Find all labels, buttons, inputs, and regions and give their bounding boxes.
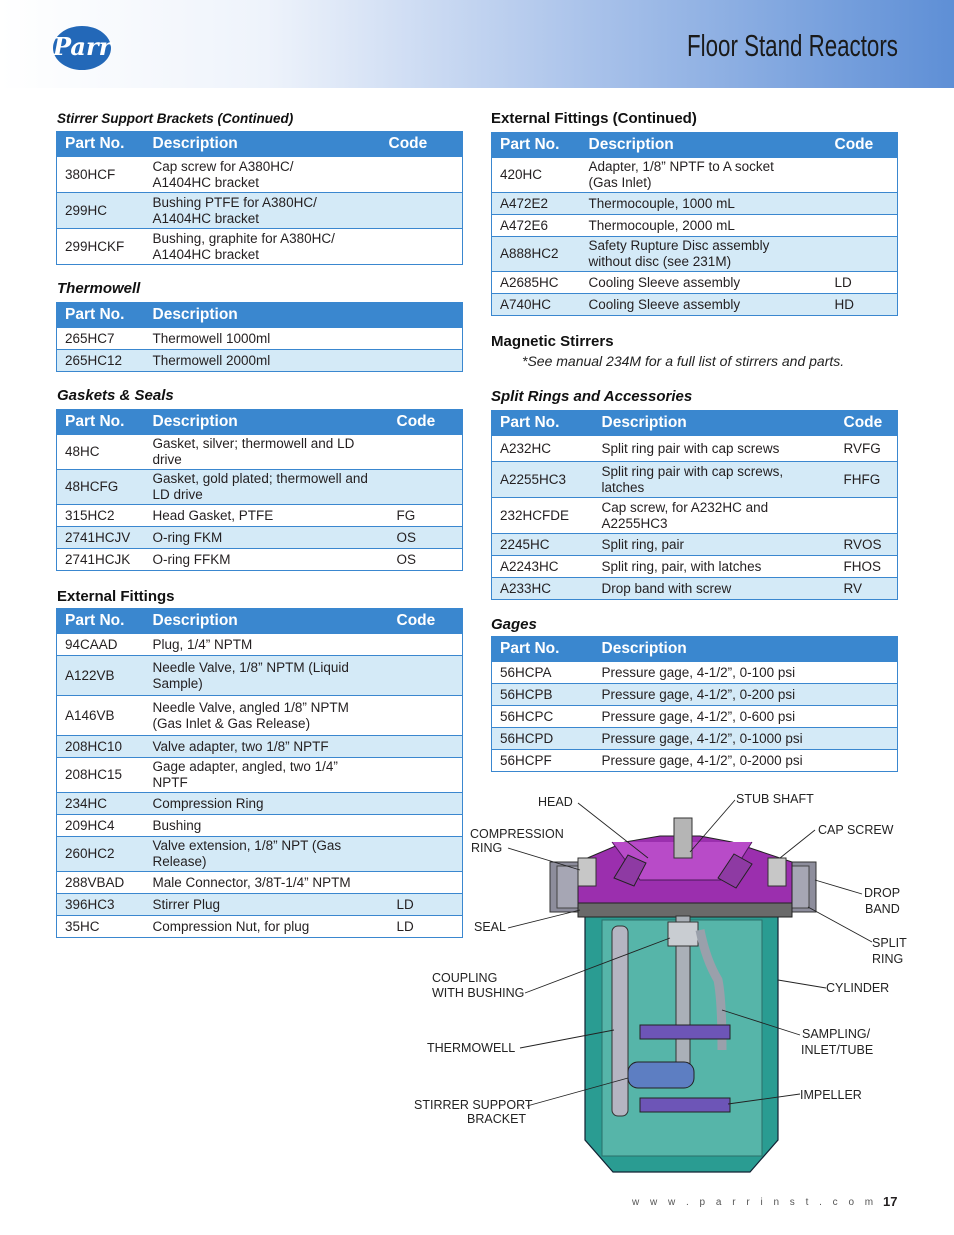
description-line: Valve adapter, two 1/8” NPTF xyxy=(152,738,329,754)
description-line: Adapter, 1/8” NPTF to A socket xyxy=(588,159,774,174)
magnetic-note: *See manual 234M for a full list of stirrers and parts. xyxy=(522,353,845,369)
label-impeller: IMPELLER xyxy=(800,1088,862,1102)
part-number-cell: A232HC xyxy=(492,436,594,462)
description-line: Bushing, graphite for A380HC/ xyxy=(152,230,335,246)
description-line: (Gas Inlet & Gas Release) xyxy=(152,715,311,731)
col-desc: Description xyxy=(594,411,836,436)
label-seal: SEAL xyxy=(474,920,506,934)
description-line: Needle Valve, 1/8” NPTM (Liquid xyxy=(152,659,349,675)
code-cell: OS xyxy=(389,527,463,549)
description-line: Split ring, pair xyxy=(601,536,685,552)
code-cell: FHOS xyxy=(836,556,898,578)
col-part: Part No. xyxy=(492,637,594,662)
code-cell: FHFG xyxy=(836,462,898,498)
cap-screw-left xyxy=(578,858,596,886)
description-line: Thermocouple, 1000 mL xyxy=(588,195,735,211)
label-coupling-2: WITH BUSHING xyxy=(432,986,525,1000)
col-part: Part No. xyxy=(57,132,145,157)
description-line: Cap screw for A380HC/ xyxy=(152,158,294,174)
part-number-cell: A233HC xyxy=(492,578,594,600)
part-number-cell: 299HC xyxy=(57,193,145,229)
label-cap-screw: CAP SCREW xyxy=(818,823,894,837)
description-line: Cooling Sleeve assembly xyxy=(588,296,741,312)
part-number-cell: A740HC xyxy=(492,294,581,316)
part-number-cell: 56HCPA xyxy=(492,662,594,684)
col-part: Part No. xyxy=(492,133,581,158)
label-compression-ring-2: RING xyxy=(471,841,503,855)
col-code: Code xyxy=(389,410,463,435)
description-line: Stirrer Plug xyxy=(152,896,221,912)
description-line: Sample) xyxy=(152,675,203,691)
section-title-external: External Fittings xyxy=(57,588,175,605)
part-number-cell: 380HCF xyxy=(57,157,145,193)
part-number-cell: A2243HC xyxy=(492,556,594,578)
description-line: Gasket, silver; thermowell and LD xyxy=(152,436,355,451)
part-number-cell: 234HC xyxy=(57,793,145,815)
part-number-cell: 265HC12 xyxy=(57,350,145,372)
description-line: without disc (see 231M) xyxy=(588,254,732,269)
description-line: Head Gasket, PTFE xyxy=(152,507,274,523)
col-desc: Description xyxy=(594,637,854,662)
col-code: Code xyxy=(389,609,463,634)
part-number-cell: 94CAAD xyxy=(57,634,145,656)
description-line: Pressure gage, 4-1/2”, 0-2000 psi xyxy=(601,752,803,768)
label-compression-ring-1: COMPRESSION xyxy=(470,827,564,841)
part-number-cell: A122VB xyxy=(57,656,145,696)
stub-shaft xyxy=(674,818,692,858)
part-number-cell: 56HCPF xyxy=(492,750,594,772)
section-title-stirrer-support: Stirrer Support Brackets (Continued) xyxy=(57,111,294,126)
description-line: drive xyxy=(152,452,182,467)
label-stirrer-bracket-2: BRACKET xyxy=(467,1112,527,1126)
section-title-thermowell: Thermowell xyxy=(57,280,141,297)
label-coupling-1: COUPLING xyxy=(432,971,498,985)
part-number-cell: 35HC xyxy=(57,916,145,938)
part-number-cell: 420HC xyxy=(492,158,581,193)
page-number: 17 xyxy=(883,1194,898,1209)
part-number-cell: 2245HC xyxy=(492,534,594,556)
label-head: HEAD xyxy=(538,795,573,809)
label-sampling-2: INLET/TUBE xyxy=(801,1043,874,1057)
part-number-cell: A888HC2 xyxy=(492,237,581,272)
description-line: Cap screw, for A232HC and xyxy=(601,499,769,515)
label-drop-band-2: BAND xyxy=(865,902,900,916)
part-number-cell: 48HCFG xyxy=(57,470,145,505)
code-cell: RVFG xyxy=(836,436,898,462)
code-cell: LD xyxy=(389,894,463,916)
part-number-cell: 299HCKF xyxy=(57,229,145,265)
section-title-magnetic: Magnetic Stirrers xyxy=(491,333,614,350)
col-part: Part No. xyxy=(492,411,594,436)
code-cell: RVOS xyxy=(836,534,898,556)
label-split-ring-2: RING xyxy=(872,952,904,966)
part-number-cell: 260HC2 xyxy=(57,837,145,872)
part-number-cell: 396HC3 xyxy=(57,894,145,916)
col-code: Code xyxy=(827,133,898,158)
part-number-cell: 2741HCJK xyxy=(57,549,145,571)
col-part: Part No. xyxy=(57,609,145,634)
description-line: Thermowell 1000ml xyxy=(152,330,271,346)
description-line: Release) xyxy=(152,854,207,869)
page-title: Floor Stand Reactors xyxy=(687,28,898,63)
part-number-cell: 209HC4 xyxy=(57,815,145,837)
col-code: Code xyxy=(836,411,898,436)
part-number-cell: 288VBAD xyxy=(57,872,145,894)
col-desc: Description xyxy=(145,410,389,435)
impeller-upper xyxy=(640,1025,730,1039)
part-number-cell: 56HCPB xyxy=(492,684,594,706)
col-part: Part No. xyxy=(57,410,145,435)
description-line: Compression Ring xyxy=(152,795,264,811)
description-line: Split ring pair with cap screws xyxy=(601,440,780,456)
coupling xyxy=(668,922,698,946)
description-line: LD drive xyxy=(152,487,203,502)
description-line: (Gas Inlet) xyxy=(588,175,652,190)
description-line: A1404HC bracket xyxy=(152,174,260,190)
description-line: Thermocouple, 2000 mL xyxy=(588,217,735,233)
description-line: Compression Nut, for plug xyxy=(152,918,310,934)
part-number-cell: A146VB xyxy=(57,696,145,736)
description-line: A2255HC3 xyxy=(601,515,668,531)
description-line: A1404HC bracket xyxy=(152,210,260,226)
description-line: Pressure gage, 4-1/2”, 0-200 psi xyxy=(601,686,796,702)
description-line: Gasket, gold plated; thermowell and xyxy=(152,471,368,486)
part-number-cell: 315HC2 xyxy=(57,505,145,527)
part-number-cell: 56HCPD xyxy=(492,728,594,750)
stirrer-support-bracket xyxy=(628,1062,694,1088)
part-number-cell: A472E2 xyxy=(492,193,581,215)
label-stirrer-bracket-1: STIRRER SUPPORT xyxy=(414,1098,533,1112)
part-number-cell: 48HC xyxy=(57,435,145,470)
label-stub-shaft: STUB SHAFT xyxy=(736,792,814,806)
description-line: Valve extension, 1/8” NPT (Gas xyxy=(152,838,342,853)
cap-screw-right xyxy=(768,858,786,886)
description-line: Drop band with screw xyxy=(601,580,732,596)
section-title-gages: Gages xyxy=(491,616,537,633)
description-line: NPTF xyxy=(152,775,188,790)
code-cell: LD xyxy=(389,916,463,938)
col-desc: Description xyxy=(145,132,381,157)
label-drop-band-1: DROP xyxy=(864,886,901,900)
part-number-cell: 232HCFDE xyxy=(492,498,594,534)
label-thermowell: THERMOWELL xyxy=(427,1041,516,1055)
code-cell: LD xyxy=(827,272,898,294)
col-code: Code xyxy=(381,132,463,157)
part-number-cell: A2685HC xyxy=(492,272,581,294)
footer-url: w w w . p a r r i n s t . c o m xyxy=(632,1197,878,1208)
code-cell: OS xyxy=(389,549,463,571)
col-desc: Description xyxy=(145,303,381,328)
part-number-cell: 56HCPC xyxy=(492,706,594,728)
part-number-cell: 208HC10 xyxy=(57,736,145,758)
part-number-cell: 2741HCJV xyxy=(57,527,145,549)
col-desc: Description xyxy=(581,133,827,158)
section-title-split: Split Rings and Accessories xyxy=(491,388,693,405)
section-title-external-cont: External Fittings (Continued) xyxy=(491,110,697,127)
description-line: Split ring, pair, with latches xyxy=(601,558,762,574)
part-number-cell: A2255HC3 xyxy=(492,462,594,498)
code-cell: HD xyxy=(827,294,898,316)
description-line: Bushing xyxy=(152,817,202,833)
description-line: Split ring pair with cap screws, xyxy=(601,463,784,479)
description-line: Gage adapter, angled, two 1/4” xyxy=(152,759,338,774)
col-desc: Description xyxy=(145,609,389,634)
label-sampling-1: SAMPLING/ xyxy=(802,1027,871,1041)
impeller-lower xyxy=(640,1098,730,1112)
code-cell: FG xyxy=(389,505,463,527)
description-line: O-ring FFKM xyxy=(152,551,231,567)
description-line: Bushing PTFE for A380HC/ xyxy=(152,194,317,210)
part-number-cell: 208HC15 xyxy=(57,758,145,793)
description-line: Pressure gage, 4-1/2”, 0-100 psi xyxy=(601,664,796,680)
description-line: Needle Valve, angled 1/8” NPTM xyxy=(152,699,349,715)
description-line: Plug, 1/4” NPTM xyxy=(152,636,253,652)
description-line: Safety Rupture Disc assembly xyxy=(588,238,770,253)
description-line: Pressure gage, 4-1/2”, 0-600 psi xyxy=(601,708,796,724)
label-cylinder: CYLINDER xyxy=(826,981,890,995)
description-line: Thermowell 2000ml xyxy=(152,352,271,368)
description-line: Male Connector, 3/8T-1/4” NPTM xyxy=(152,874,351,890)
description-line: Pressure gage, 4-1/2”, 0-1000 psi xyxy=(601,730,803,746)
code-cell: RV xyxy=(836,578,898,600)
description-line: O-ring FKM xyxy=(152,529,223,545)
description-line: latches xyxy=(601,479,645,495)
section-title-gaskets: Gaskets & Seals xyxy=(57,387,174,404)
seal xyxy=(578,903,792,917)
part-number-cell: A472E6 xyxy=(492,215,581,237)
logo-text: Parr xyxy=(53,32,112,61)
label-split-ring-1: SPLIT xyxy=(872,936,907,950)
part-number-cell: 265HC7 xyxy=(57,328,145,350)
col-part: Part No. xyxy=(57,303,145,328)
description-line: A1404HC bracket xyxy=(152,246,260,262)
description-line: Cooling Sleeve assembly xyxy=(588,274,741,290)
